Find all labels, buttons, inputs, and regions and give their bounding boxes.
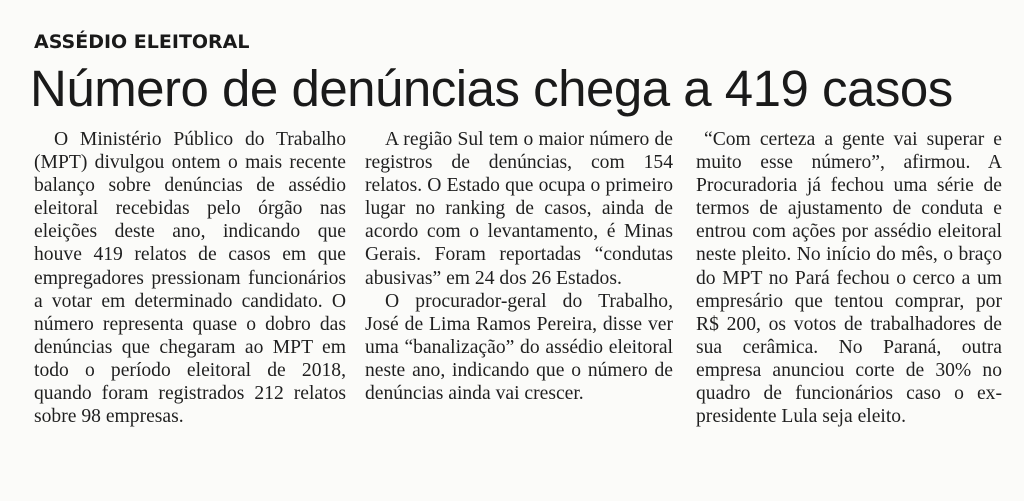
headline: Número de denúncias chega a 419 casos <box>30 60 953 117</box>
article-column-3 <box>696 128 1002 428</box>
article-column-2 <box>365 128 673 405</box>
paragraph: O Ministério Público do Trabalho (MPT) divulgou ontem o mais recente balanço sobre denúncias de assédio eleitoral recebidas pelo órgão nas eleições deste ano, indicando que houve 419 relatos de casos em que empregadores pressionam funcionários a votar em determinado candidato. O número representa quase o dobro das denúncias que chegaram ao MPT em todo o período eleitoral de 2018, quando foram registrados 212 relatos sobre 98 empresas. <box>34 129 346 428</box>
section-kicker: ASSÉDIO ELEITORAL <box>34 31 250 53</box>
paragraph: A região Sul tem o maior número de registros de denúncias, com 154 relatos. O Estado que ocupa o primeiro lugar no ranking de casos, ainda de acordo com o levantamento, é Minas Gerais. Foram reportadas “condutas abusivas” em 24 dos 26 Estados. <box>365 129 673 289</box>
paragraph: O procurador-geral do Trabalho, José de Lima Ramos Pereira, disse ver uma “banalização” do assédio eleitoral neste ano, indicando que o número de denúncias ainda vai crescer. <box>365 290 673 405</box>
paragraph: “Com certeza a gente vai superar e muito esse número”, afirmou. A Procuradoria já fechou uma série de termos de ajustamento de conduta e entrou com ações por assédio eleitoral neste pleito. No início do mês, o braço do MPT no Pará fechou o cerco a um empresário que tentou comprar, por R$ 200, os votos de trabalhadores de sua cerâmica. No Paraná, outra empresa anunciou corte de 30% no quadro de funcionários caso o ex-presidente Lula seja eleito. <box>696 129 1002 428</box>
article-column-1 <box>34 128 346 428</box>
